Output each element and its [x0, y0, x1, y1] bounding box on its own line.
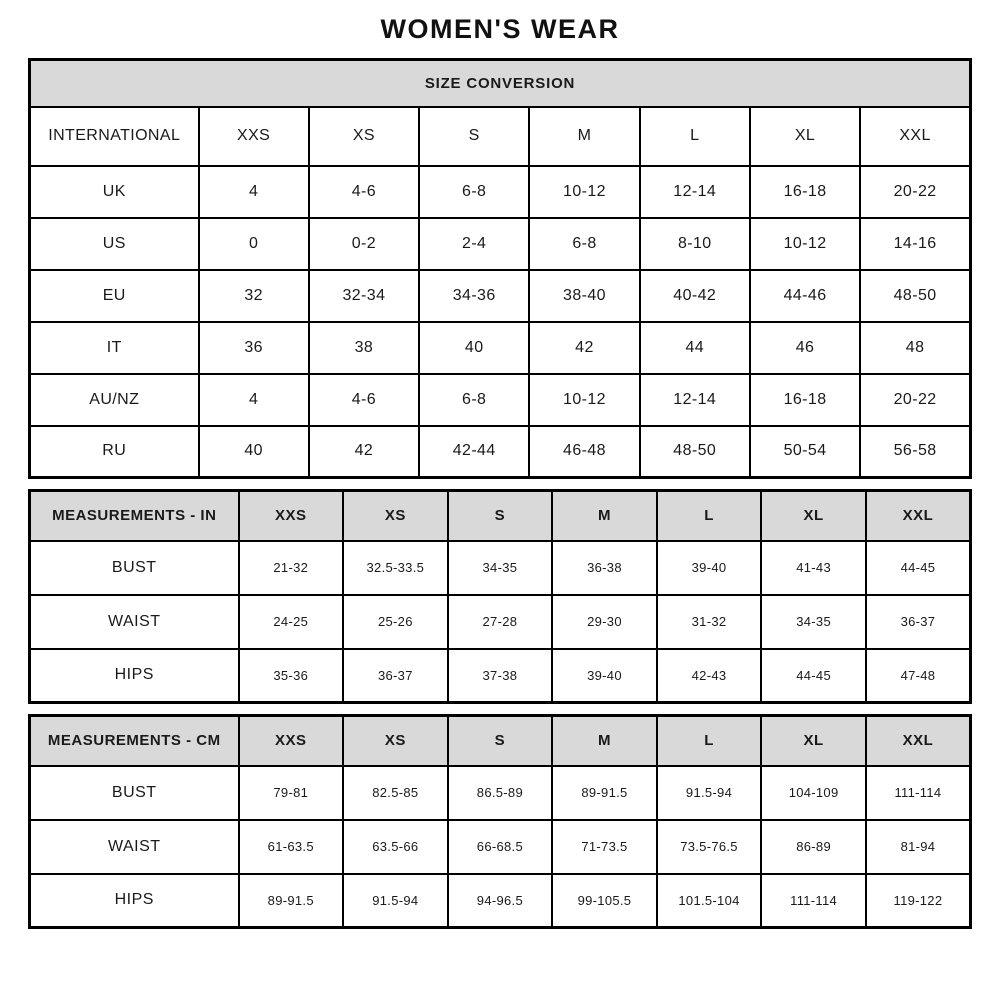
size-value: 46-48	[529, 426, 639, 478]
measurements-cm-header: MEASUREMENTS - CM	[30, 716, 239, 766]
measurement-value: 81-94	[866, 820, 971, 874]
column-header-international: INTERNATIONAL	[30, 107, 199, 166]
measurement-value: 71-73.5	[552, 820, 657, 874]
measurement-value: 32.5-33.5	[343, 541, 448, 595]
size-row-eu	[30, 270, 971, 322]
measurement-label: BUST	[30, 541, 239, 595]
measurements-cm-body	[30, 716, 971, 928]
measurement-row-waist	[30, 595, 971, 649]
size-value: 40	[199, 426, 309, 478]
measurement-value: 61-63.5	[239, 820, 344, 874]
size-value: 42	[309, 426, 419, 478]
column-header-size-s: S	[448, 491, 553, 541]
column-header-size-xl: XL	[761, 716, 866, 766]
region-label: US	[30, 218, 199, 270]
measurement-value: 89-91.5	[552, 766, 657, 820]
measurement-value: 36-37	[343, 649, 448, 703]
size-value: 0-2	[309, 218, 419, 270]
column-header-size-xxl: XXL	[866, 491, 971, 541]
measurement-value: 27-28	[448, 595, 553, 649]
measurement-value: 34-35	[761, 595, 866, 649]
size-value: 8-10	[640, 218, 750, 270]
size-value: 32-34	[309, 270, 419, 322]
measurement-value: 111-114	[761, 874, 866, 928]
size-value: 12-14	[640, 374, 750, 426]
measurement-value: 44-45	[866, 541, 971, 595]
size-value: 48-50	[640, 426, 750, 478]
measurement-value: 24-25	[239, 595, 344, 649]
size-value: 14-16	[860, 218, 970, 270]
measurement-value: 44-45	[761, 649, 866, 703]
column-header-size-xxs: XXS	[199, 107, 309, 166]
column-header-size-m: M	[529, 107, 639, 166]
size-value: 20-22	[860, 374, 970, 426]
measurement-label: HIPS	[30, 874, 239, 928]
size-value: 42-44	[419, 426, 529, 478]
measurement-value: 29-30	[552, 595, 657, 649]
column-header-size-l: L	[640, 107, 750, 166]
column-header-size-l: L	[657, 716, 762, 766]
column-header-size-l: L	[657, 491, 762, 541]
measurement-row-bust	[30, 766, 971, 820]
measurements-header-row	[30, 716, 971, 766]
size-value: 16-18	[750, 374, 860, 426]
size-row-uk	[30, 166, 971, 218]
column-header-size-s: S	[448, 716, 553, 766]
column-header-size-xs: XS	[343, 716, 448, 766]
column-header-size-xs: XS	[343, 491, 448, 541]
measurements-in-header: MEASUREMENTS - IN	[30, 491, 239, 541]
measurement-value: 36-38	[552, 541, 657, 595]
measurement-value: 89-91.5	[239, 874, 344, 928]
size-value: 12-14	[640, 166, 750, 218]
measurement-value: 63.5-66	[343, 820, 448, 874]
size-value: 40-42	[640, 270, 750, 322]
measurement-value: 41-43	[761, 541, 866, 595]
size-value: 44	[640, 322, 750, 374]
region-label: IT	[30, 322, 199, 374]
region-label: EU	[30, 270, 199, 322]
size-conversion-header: SIZE CONVERSION	[30, 60, 971, 107]
size-value: 46	[750, 322, 860, 374]
size-value: 32	[199, 270, 309, 322]
measurement-value: 79-81	[239, 766, 344, 820]
measurement-label: BUST	[30, 766, 239, 820]
column-header-size-xl: XL	[761, 491, 866, 541]
column-header-size-xl: XL	[750, 107, 860, 166]
size-value: 10-12	[529, 166, 639, 218]
region-label: RU	[30, 426, 199, 478]
size-value: 4-6	[309, 166, 419, 218]
measurement-value: 39-40	[657, 541, 762, 595]
size-row-ru	[30, 426, 971, 478]
size-value: 2-4	[419, 218, 529, 270]
measurement-row-hips	[30, 874, 971, 928]
measurement-value: 37-38	[448, 649, 553, 703]
measurement-value: 91.5-94	[657, 766, 762, 820]
column-header-size-xxs: XXS	[239, 491, 344, 541]
column-header-row	[30, 107, 971, 166]
measurement-value: 47-48	[866, 649, 971, 703]
size-value: 10-12	[529, 374, 639, 426]
measurement-row-hips	[30, 649, 971, 703]
measurements-cm-table	[28, 714, 972, 929]
measurement-value: 36-37	[866, 595, 971, 649]
measurement-value: 25-26	[343, 595, 448, 649]
size-value: 6-8	[419, 166, 529, 218]
measurement-value: 119-122	[866, 874, 971, 928]
measurement-label: WAIST	[30, 820, 239, 874]
measurement-value: 111-114	[866, 766, 971, 820]
measurements-in-body	[30, 491, 971, 703]
region-label: AU/NZ	[30, 374, 199, 426]
measurement-value: 39-40	[552, 649, 657, 703]
measurements-in-table	[28, 489, 972, 704]
measurement-value: 82.5-85	[343, 766, 448, 820]
size-row-it	[30, 322, 971, 374]
measurement-value: 91.5-94	[343, 874, 448, 928]
size-value: 48-50	[860, 270, 970, 322]
size-value: 4	[199, 166, 309, 218]
measurement-value: 101.5-104	[657, 874, 762, 928]
column-header-size-xs: XS	[309, 107, 419, 166]
size-value: 20-22	[860, 166, 970, 218]
column-header-size-xxs: XXS	[239, 716, 344, 766]
size-value: 48	[860, 322, 970, 374]
measurement-row-waist	[30, 820, 971, 874]
size-value: 44-46	[750, 270, 860, 322]
measurement-value: 73.5-76.5	[657, 820, 762, 874]
size-value: 40	[419, 322, 529, 374]
size-value: 10-12	[750, 218, 860, 270]
measurement-value: 42-43	[657, 649, 762, 703]
size-conversion-body	[30, 107, 971, 478]
measurement-value: 104-109	[761, 766, 866, 820]
measurement-value: 21-32	[239, 541, 344, 595]
region-label: UK	[30, 166, 199, 218]
size-value: 50-54	[750, 426, 860, 478]
size-value: 36	[199, 322, 309, 374]
size-chart-page	[28, 0, 972, 929]
measurement-value: 35-36	[239, 649, 344, 703]
size-value: 42	[529, 322, 639, 374]
measurement-value: 66-68.5	[448, 820, 553, 874]
measurement-value: 94-96.5	[448, 874, 553, 928]
size-value: 34-36	[419, 270, 529, 322]
column-header-size-xxl: XXL	[860, 107, 970, 166]
size-value: 38-40	[529, 270, 639, 322]
size-value: 4	[199, 374, 309, 426]
measurement-label: WAIST	[30, 595, 239, 649]
size-row-aunz	[30, 374, 971, 426]
measurement-value: 31-32	[657, 595, 762, 649]
size-value: 6-8	[529, 218, 639, 270]
measurement-value: 86.5-89	[448, 766, 553, 820]
size-row-us	[30, 218, 971, 270]
measurement-value: 34-35	[448, 541, 553, 595]
column-header-size-s: S	[419, 107, 529, 166]
size-value: 6-8	[419, 374, 529, 426]
measurement-label: HIPS	[30, 649, 239, 703]
measurement-row-bust	[30, 541, 971, 595]
size-value: 38	[309, 322, 419, 374]
measurement-value: 86-89	[761, 820, 866, 874]
size-value: 4-6	[309, 374, 419, 426]
page-title: WOMEN'S WEAR	[380, 14, 620, 44]
column-header-size-m: M	[552, 716, 657, 766]
size-value: 0	[199, 218, 309, 270]
size-value: 16-18	[750, 166, 860, 218]
size-conversion-table	[28, 58, 972, 479]
measurements-header-row	[30, 491, 971, 541]
column-header-size-m: M	[552, 491, 657, 541]
column-header-size-xxl: XXL	[866, 716, 971, 766]
size-value: 56-58	[860, 426, 970, 478]
measurement-value: 99-105.5	[552, 874, 657, 928]
